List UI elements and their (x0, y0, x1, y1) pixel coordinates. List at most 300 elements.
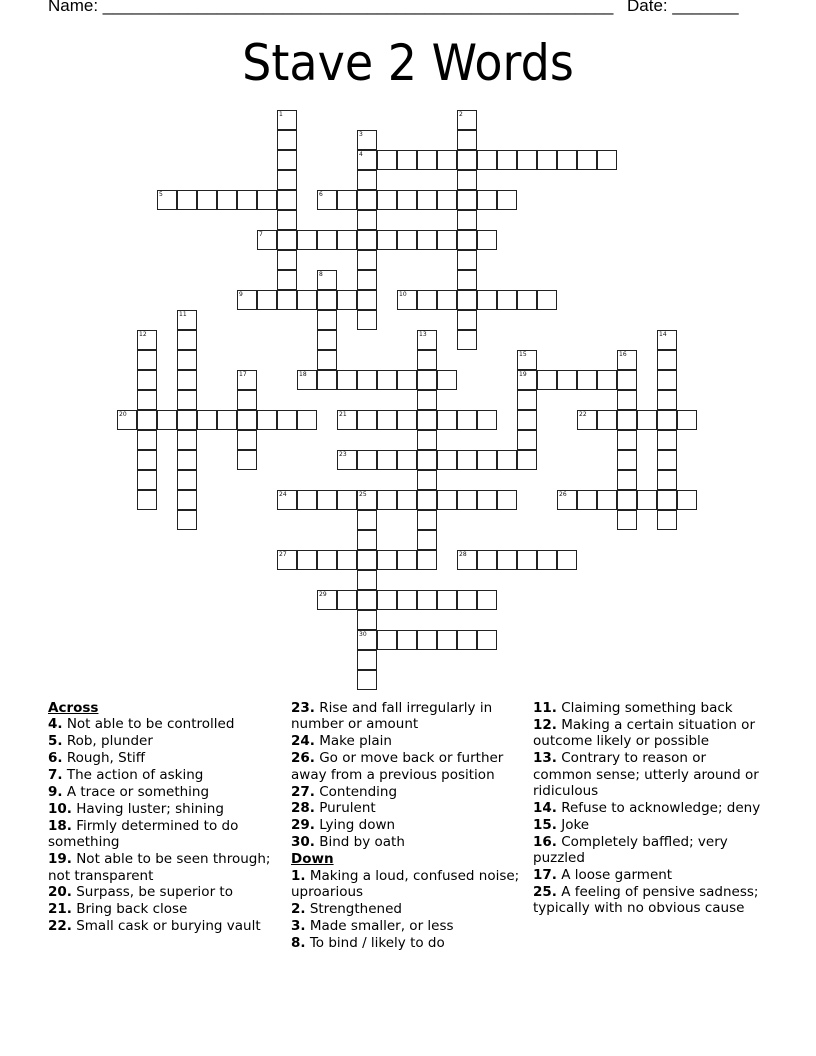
grid-cell[interactable] (237, 370, 257, 390)
grid-cell[interactable] (357, 610, 377, 630)
clue-number: 5. (48, 733, 63, 750)
clue-item (291, 733, 527, 749)
clue-text: Contrary to reason or common sense; utterly around or ridiculous (533, 750, 759, 800)
clue-item (533, 717, 769, 750)
grid-cell[interactable] (197, 410, 217, 430)
grid-cell[interactable] (397, 550, 417, 570)
grid-cell[interactable] (317, 270, 337, 290)
grid-cell[interactable] (517, 430, 537, 450)
grid-cell[interactable] (657, 390, 677, 410)
clue-item (48, 884, 284, 900)
clue-item (48, 767, 284, 783)
grid-cell[interactable] (177, 510, 197, 530)
grid-cell[interactable] (237, 430, 257, 450)
grid-cell[interactable] (657, 370, 677, 390)
clue-number: 21. (48, 901, 72, 918)
grid-cell[interactable] (617, 490, 637, 510)
grid-cell[interactable] (237, 390, 257, 410)
grid-cell[interactable] (517, 350, 537, 370)
clue-text: Joke (556, 816, 590, 833)
grid-cell[interactable] (357, 530, 377, 550)
grid-cell[interactable] (617, 450, 637, 470)
grid-cell[interactable] (437, 370, 457, 390)
grid-cell[interactable] (517, 550, 537, 570)
grid-cell[interactable] (677, 490, 697, 510)
grid-cell[interactable] (597, 490, 617, 510)
grid-cell[interactable] (377, 230, 397, 250)
grid-cell[interactable] (437, 630, 457, 650)
grid-cell[interactable] (417, 550, 437, 570)
grid-cell[interactable] (397, 490, 417, 510)
grid-cell[interactable] (657, 350, 677, 370)
grid-cell[interactable] (177, 490, 197, 510)
grid-cell[interactable] (657, 410, 677, 430)
grid-cell[interactable] (337, 290, 357, 310)
cell-number: 11 (179, 311, 187, 318)
grid-cell[interactable] (397, 410, 417, 430)
clue-number: 20. (48, 884, 72, 901)
grid-cell[interactable] (517, 290, 537, 310)
grid-cell[interactable] (137, 430, 157, 450)
grid-cell[interactable] (257, 290, 277, 310)
clue-text: Completely baffled; very puzzled (533, 833, 728, 867)
grid-cell[interactable] (497, 490, 517, 510)
grid-cell[interactable] (357, 490, 377, 510)
grid-cell[interactable] (417, 330, 437, 350)
grid-cell[interactable] (397, 630, 417, 650)
grid-cell[interactable] (357, 190, 377, 210)
clue-text: Surpass, be superior to (71, 884, 233, 901)
grid-cell[interactable] (657, 330, 677, 350)
grid-cell[interactable] (137, 390, 157, 410)
grid-cell[interactable] (597, 410, 617, 430)
grid-cell[interactable] (437, 150, 457, 170)
grid-cell[interactable] (617, 510, 637, 530)
grid-cell[interactable] (557, 550, 577, 570)
grid-cell[interactable] (477, 490, 497, 510)
grid-cell[interactable] (357, 150, 377, 170)
grid-cell[interactable] (417, 370, 437, 390)
clue-item (48, 750, 284, 766)
grid-cell[interactable] (177, 370, 197, 390)
grid-cell[interactable] (597, 370, 617, 390)
grid-cell[interactable] (377, 630, 397, 650)
grid-cell[interactable] (397, 290, 417, 310)
grid-cell[interactable] (657, 470, 677, 490)
grid-cell[interactable] (457, 110, 477, 130)
grid-cell[interactable] (277, 250, 297, 270)
grid-cell[interactable] (577, 490, 597, 510)
grid-cell[interactable] (637, 490, 657, 510)
grid-cell[interactable] (377, 590, 397, 610)
grid-cell[interactable] (337, 590, 357, 610)
grid-cell[interactable] (217, 190, 237, 210)
grid-cell[interactable] (537, 370, 557, 390)
clue-item (291, 935, 527, 951)
clue-text: The action of asking (62, 767, 204, 784)
grid-cell[interactable] (397, 150, 417, 170)
grid-cell[interactable] (677, 410, 697, 430)
grid-cell[interactable] (417, 530, 437, 550)
grid-cell[interactable] (377, 490, 397, 510)
clue-item (533, 817, 769, 833)
grid-cell[interactable] (417, 430, 437, 450)
grid-cell[interactable] (337, 190, 357, 210)
cell-number: 19 (519, 371, 527, 378)
grid-cell[interactable] (237, 190, 257, 210)
grid-cell[interactable] (517, 390, 537, 410)
clue-item (533, 834, 769, 867)
grid-cell[interactable] (337, 410, 357, 430)
down-heading: Down (291, 851, 334, 868)
grid-cell[interactable] (617, 350, 637, 370)
grid-cell[interactable] (317, 290, 337, 310)
grid-cell[interactable] (277, 110, 297, 130)
grid-cell[interactable] (357, 670, 377, 690)
grid-cell[interactable] (137, 410, 157, 430)
grid-cell[interactable] (577, 150, 597, 170)
grid-cell[interactable] (157, 410, 177, 430)
grid-cell[interactable] (177, 470, 197, 490)
grid-cell[interactable] (437, 410, 457, 430)
grid-cell[interactable] (517, 410, 537, 430)
grid-cell[interactable] (497, 290, 517, 310)
grid-cell[interactable] (277, 210, 297, 230)
grid-cell[interactable] (317, 230, 337, 250)
grid-cell[interactable] (457, 230, 477, 250)
grid-cell[interactable] (457, 630, 477, 650)
grid-cell[interactable] (657, 450, 677, 470)
clue-text: Small cask or burying vault (71, 918, 261, 935)
grid-cell[interactable] (317, 330, 337, 350)
grid-cell[interactable] (357, 170, 377, 190)
grid-cell[interactable] (457, 130, 477, 150)
clue-text: A trace or something (62, 784, 210, 801)
grid-cell[interactable] (417, 410, 437, 430)
grid-cell[interactable] (437, 490, 457, 510)
cell-number: 25 (359, 491, 367, 498)
grid-cell[interactable] (357, 290, 377, 310)
grid-cell[interactable] (357, 210, 377, 230)
grid-cell[interactable] (177, 350, 197, 370)
cell-number: 26 (559, 491, 567, 498)
grid-cell[interactable] (357, 450, 377, 470)
grid-cell[interactable] (357, 630, 377, 650)
clue-text: Go or move back or further away from a previous position (291, 750, 504, 783)
grid-cell[interactable] (357, 590, 377, 610)
grid-cell[interactable] (237, 450, 257, 470)
cell-number: 29 (319, 591, 327, 598)
grid-cell[interactable] (277, 270, 297, 290)
grid-cell[interactable] (277, 230, 297, 250)
grid-cell[interactable] (357, 130, 377, 150)
grid-cell[interactable] (417, 450, 437, 470)
grid-cell[interactable] (297, 230, 317, 250)
grid-cell[interactable] (477, 190, 497, 210)
across-heading: Across (48, 700, 99, 716)
grid-cell[interactable] (457, 410, 477, 430)
page-title: Stave 2 Words (242, 34, 574, 92)
grid-cell[interactable] (377, 550, 397, 570)
grid-cell[interactable] (277, 410, 297, 430)
grid-cell[interactable] (557, 490, 577, 510)
grid-cell[interactable] (517, 450, 537, 470)
clue-text: Made smaller, or less (305, 917, 454, 934)
cell-number: 6 (319, 191, 323, 198)
grid-cell[interactable] (137, 490, 157, 510)
grid-cell[interactable] (557, 370, 577, 390)
grid-cell[interactable] (457, 450, 477, 470)
clue-item (48, 784, 284, 800)
clue-item (48, 901, 284, 917)
name-field[interactable]: Name: ______________________________________________________ (48, 0, 614, 15)
grid-cell[interactable] (437, 590, 457, 610)
grid-cell[interactable] (397, 450, 417, 470)
grid-cell[interactable] (237, 290, 257, 310)
grid-cell[interactable] (317, 370, 337, 390)
grid-cell[interactable] (617, 390, 637, 410)
grid-cell[interactable] (297, 290, 317, 310)
cell-number: 5 (159, 191, 163, 198)
grid-cell[interactable] (177, 430, 197, 450)
grid-cell[interactable] (357, 230, 377, 250)
grid-cell[interactable] (417, 630, 437, 650)
grid-cell[interactable] (417, 190, 437, 210)
grid-cell[interactable] (637, 410, 657, 430)
cell-number: 18 (299, 371, 307, 378)
grid-cell[interactable] (417, 490, 437, 510)
cell-number: 20 (119, 411, 127, 418)
grid-cell[interactable] (397, 370, 417, 390)
grid-cell[interactable] (357, 510, 377, 530)
grid-cell[interactable] (617, 410, 637, 430)
grid-cell[interactable] (357, 410, 377, 430)
grid-cell[interactable] (457, 170, 477, 190)
grid-cell[interactable] (537, 290, 557, 310)
grid-cell[interactable] (177, 310, 197, 330)
grid-cell[interactable] (417, 510, 437, 530)
grid-cell[interactable] (497, 550, 517, 570)
clue-number: 14. (533, 799, 557, 816)
grid-cell[interactable] (277, 290, 297, 310)
clue-number: 19. (48, 851, 72, 868)
grid-cell[interactable] (397, 190, 417, 210)
grid-cell[interactable] (377, 150, 397, 170)
grid-cell[interactable] (477, 630, 497, 650)
grid-cell[interactable] (257, 230, 277, 250)
grid-cell[interactable] (177, 390, 197, 410)
grid-cell[interactable] (537, 550, 557, 570)
grid-cell[interactable] (477, 290, 497, 310)
grid-cell[interactable] (317, 550, 337, 570)
grid-cell[interactable] (277, 190, 297, 210)
cell-number: 1 (279, 111, 283, 118)
grid-cell[interactable] (337, 490, 357, 510)
grid-cell[interactable] (137, 470, 157, 490)
grid-cell[interactable] (517, 370, 537, 390)
clue-text: Rob, plunder (62, 733, 153, 750)
grid-cell[interactable] (277, 150, 297, 170)
clue-item (291, 834, 527, 850)
clues-column-3 (533, 700, 769, 917)
clue-item (291, 800, 527, 816)
crossword-grid (117, 110, 717, 700)
clue-text: Purulent (314, 800, 376, 817)
grid-cell[interactable] (117, 410, 137, 430)
clue-number: 28. (291, 800, 315, 817)
cell-number: 3 (359, 131, 363, 138)
clue-text: Bind by oath (314, 834, 405, 851)
grid-cell[interactable] (137, 350, 157, 370)
grid-cell[interactable] (337, 550, 357, 570)
cell-number: 14 (659, 331, 667, 338)
grid-cell[interactable] (297, 410, 317, 430)
grid-cell[interactable] (337, 450, 357, 470)
grid-cell[interactable] (457, 550, 477, 570)
grid-cell[interactable] (317, 190, 337, 210)
grid-cell[interactable] (497, 150, 517, 170)
grid-cell[interactable] (357, 570, 377, 590)
clue-number: 27. (291, 783, 315, 800)
grid-cell[interactable] (457, 490, 477, 510)
grid-cell[interactable] (357, 370, 377, 390)
grid-cell[interactable] (577, 370, 597, 390)
clue-text: Refuse to acknowledge; deny (556, 799, 761, 816)
grid-cell[interactable] (657, 510, 677, 530)
grid-cell[interactable] (137, 450, 157, 470)
grid-cell[interactable] (197, 190, 217, 210)
grid-cell[interactable] (377, 410, 397, 430)
grid-cell[interactable] (177, 450, 197, 470)
clue-item (48, 801, 284, 817)
grid-cell[interactable] (397, 230, 417, 250)
cell-number: 10 (399, 291, 407, 298)
clue-item (48, 851, 284, 884)
grid-cell[interactable] (477, 550, 497, 570)
clue-item (291, 700, 527, 733)
grid-cell[interactable] (477, 410, 497, 430)
grid-cell[interactable] (417, 470, 437, 490)
grid-cell[interactable] (457, 270, 477, 290)
grid-cell[interactable] (377, 450, 397, 470)
grid-cell[interactable] (157, 190, 177, 210)
grid-cell[interactable] (277, 490, 297, 510)
grid-cell[interactable] (417, 390, 437, 410)
grid-cell[interactable] (277, 550, 297, 570)
grid-cell[interactable] (137, 370, 157, 390)
grid-cell[interactable] (357, 650, 377, 670)
grid-cell[interactable] (437, 190, 457, 210)
grid-cell[interactable] (457, 290, 477, 310)
grid-cell[interactable] (457, 150, 477, 170)
grid-cell[interactable] (457, 330, 477, 350)
date-field[interactable]: Date: _______ (627, 0, 739, 15)
grid-cell[interactable] (457, 190, 477, 210)
grid-cell[interactable] (417, 290, 437, 310)
grid-cell[interactable] (437, 290, 457, 310)
grid-cell[interactable] (617, 370, 637, 390)
grid-cell[interactable] (477, 150, 497, 170)
cell-number: 9 (239, 291, 243, 298)
grid-cell[interactable] (557, 150, 577, 170)
grid-cell[interactable] (437, 230, 457, 250)
clue-number: 4. (48, 716, 63, 733)
grid-cell[interactable] (497, 450, 517, 470)
grid-cell[interactable] (457, 590, 477, 610)
grid-cell[interactable] (317, 590, 337, 610)
grid-cell[interactable] (177, 190, 197, 210)
clue-number: 8. (291, 934, 306, 951)
grid-cell[interactable] (137, 330, 157, 350)
grid-cell[interactable] (477, 590, 497, 610)
grid-cell[interactable] (357, 310, 377, 330)
grid-cell[interactable] (277, 130, 297, 150)
grid-cell[interactable] (357, 270, 377, 290)
grid-cell[interactable] (657, 430, 677, 450)
clue-text: To bind / likely to do (305, 934, 445, 951)
grid-cell[interactable] (437, 450, 457, 470)
grid-cell[interactable] (317, 490, 337, 510)
clue-number: 22. (48, 918, 72, 935)
grid-cell[interactable] (297, 550, 317, 570)
cell-number: 16 (619, 351, 627, 358)
grid-cell[interactable] (417, 230, 437, 250)
grid-cell[interactable] (497, 190, 517, 210)
grid-cell[interactable] (357, 250, 377, 270)
clue-text: Not able to be controlled (62, 716, 235, 733)
grid-cell[interactable] (457, 210, 477, 230)
grid-cell[interactable] (417, 350, 437, 370)
grid-cell[interactable] (617, 470, 637, 490)
grid-cell[interactable] (417, 590, 437, 610)
grid-cell[interactable] (257, 410, 277, 430)
clue-item (533, 867, 769, 883)
grid-cell[interactable] (377, 190, 397, 210)
clue-number: 3. (291, 917, 306, 934)
grid-cell[interactable] (177, 330, 197, 350)
clue-number: 18. (48, 817, 72, 834)
grid-cell[interactable] (657, 490, 677, 510)
grid-cell[interactable] (277, 170, 297, 190)
grid-cell[interactable] (397, 590, 417, 610)
clue-text: Rise and fall irregularly in number or amount (291, 700, 493, 733)
grid-cell[interactable] (257, 190, 277, 210)
grid-cell[interactable] (297, 490, 317, 510)
grid-cell[interactable] (357, 550, 377, 570)
grid-cell[interactable] (217, 410, 237, 430)
grid-cell[interactable] (297, 370, 317, 390)
grid-cell[interactable] (177, 410, 197, 430)
grid-cell[interactable] (477, 450, 497, 470)
grid-cell[interactable] (477, 230, 497, 250)
grid-cell[interactable] (617, 430, 637, 450)
grid-cell[interactable] (337, 230, 357, 250)
grid-cell[interactable] (457, 310, 477, 330)
grid-cell[interactable] (337, 370, 357, 390)
grid-cell[interactable] (317, 310, 337, 330)
grid-cell[interactable] (517, 150, 537, 170)
grid-cell[interactable] (597, 150, 617, 170)
grid-cell[interactable] (577, 410, 597, 430)
grid-cell[interactable] (457, 250, 477, 270)
grid-cell[interactable] (237, 410, 257, 430)
grid-cell[interactable] (417, 150, 437, 170)
grid-cell[interactable] (537, 150, 557, 170)
grid-cell[interactable] (317, 350, 337, 370)
clue-item (48, 918, 284, 934)
grid-cell[interactable] (377, 370, 397, 390)
clue-item (48, 733, 284, 749)
